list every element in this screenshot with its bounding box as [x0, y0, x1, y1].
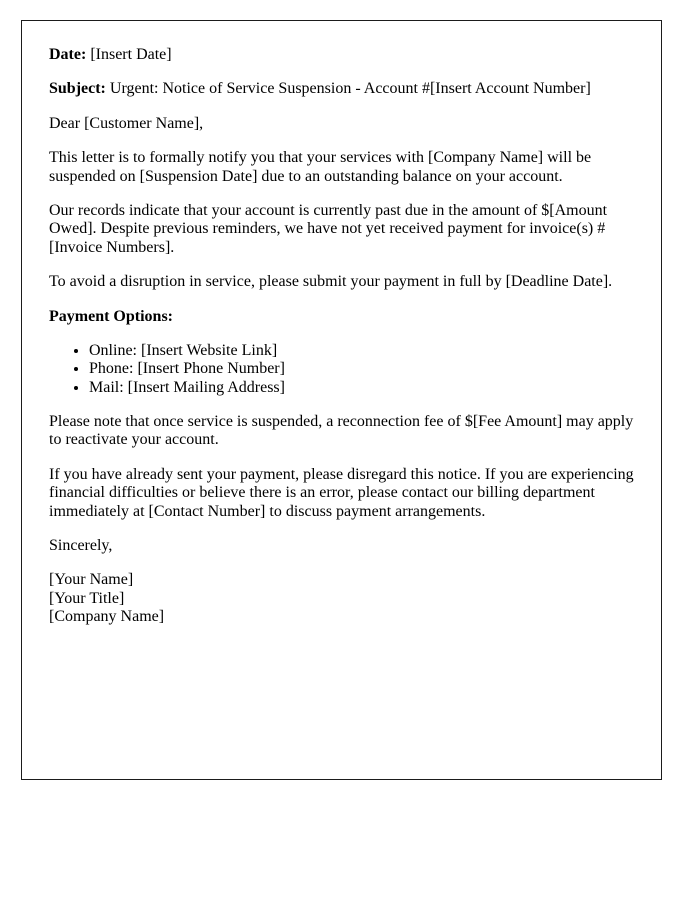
paragraph-notify: This letter is to formally notify you that your services with [Company Name] will be suspended on [Suspension Date] due to an outstanding balance on your account.: [49, 149, 592, 185]
signature-company: [Company Name]: [49, 608, 165, 626]
date-value: [Insert Date]: [90, 46, 172, 63]
payment-option-phone-text: Phone: [Insert Phone Number]: [89, 360, 285, 378]
payment-option-mail: [89, 379, 634, 397]
paragraph-past-due: Our records indicate that your account is currently past due in the amount of $[Amount Owed]. Despite previous reminders, we have not yet received payment for invoice(s) # [Invoice Numbers].: [49, 201, 608, 256]
signature-block: [49, 571, 634, 626]
payment-options-heading-label: Payment Options:: [49, 307, 173, 325]
payment-options-heading: [49, 308, 634, 326]
payment-option-online-text: Online: [Insert Website Link]: [89, 341, 278, 359]
date-label: Date:: [49, 46, 87, 63]
signature-name: [Your Name]: [49, 571, 134, 589]
date-line: [49, 46, 634, 64]
payment-option-phone: [89, 360, 634, 378]
signature-title: [Your Title]: [49, 589, 125, 607]
subject-value: Urgent: Notice of Service Suspension - Account #[Insert Account Number]: [109, 80, 591, 98]
subject-label: Subject:: [49, 80, 106, 98]
payment-option-mail-text: Mail: [Insert Mailing Address]: [89, 378, 285, 396]
salutation: Dear [Customer Name],: [49, 114, 204, 132]
paragraph-deadline: To avoid a disruption in service, please submit your payment in full by [Deadline Date].: [49, 273, 613, 291]
closing: Sincerely,: [49, 537, 113, 555]
payment-option-online: [89, 342, 634, 360]
letter-document: [21, 20, 662, 780]
payment-options-list: [49, 342, 634, 397]
paragraph-reconnection-fee: Please note that once service is suspended, a reconnection fee of $[Fee Amount] may apply to reactivate your account.: [49, 413, 634, 449]
subject-line: [49, 80, 634, 98]
paragraph-disregard: If you have already sent your payment, please disregard this notice. If you are experiencing financial difficulties or believe there is an error, please contact our billing department immediately at [Contact Number] to discuss payment arrangements.: [49, 465, 634, 520]
